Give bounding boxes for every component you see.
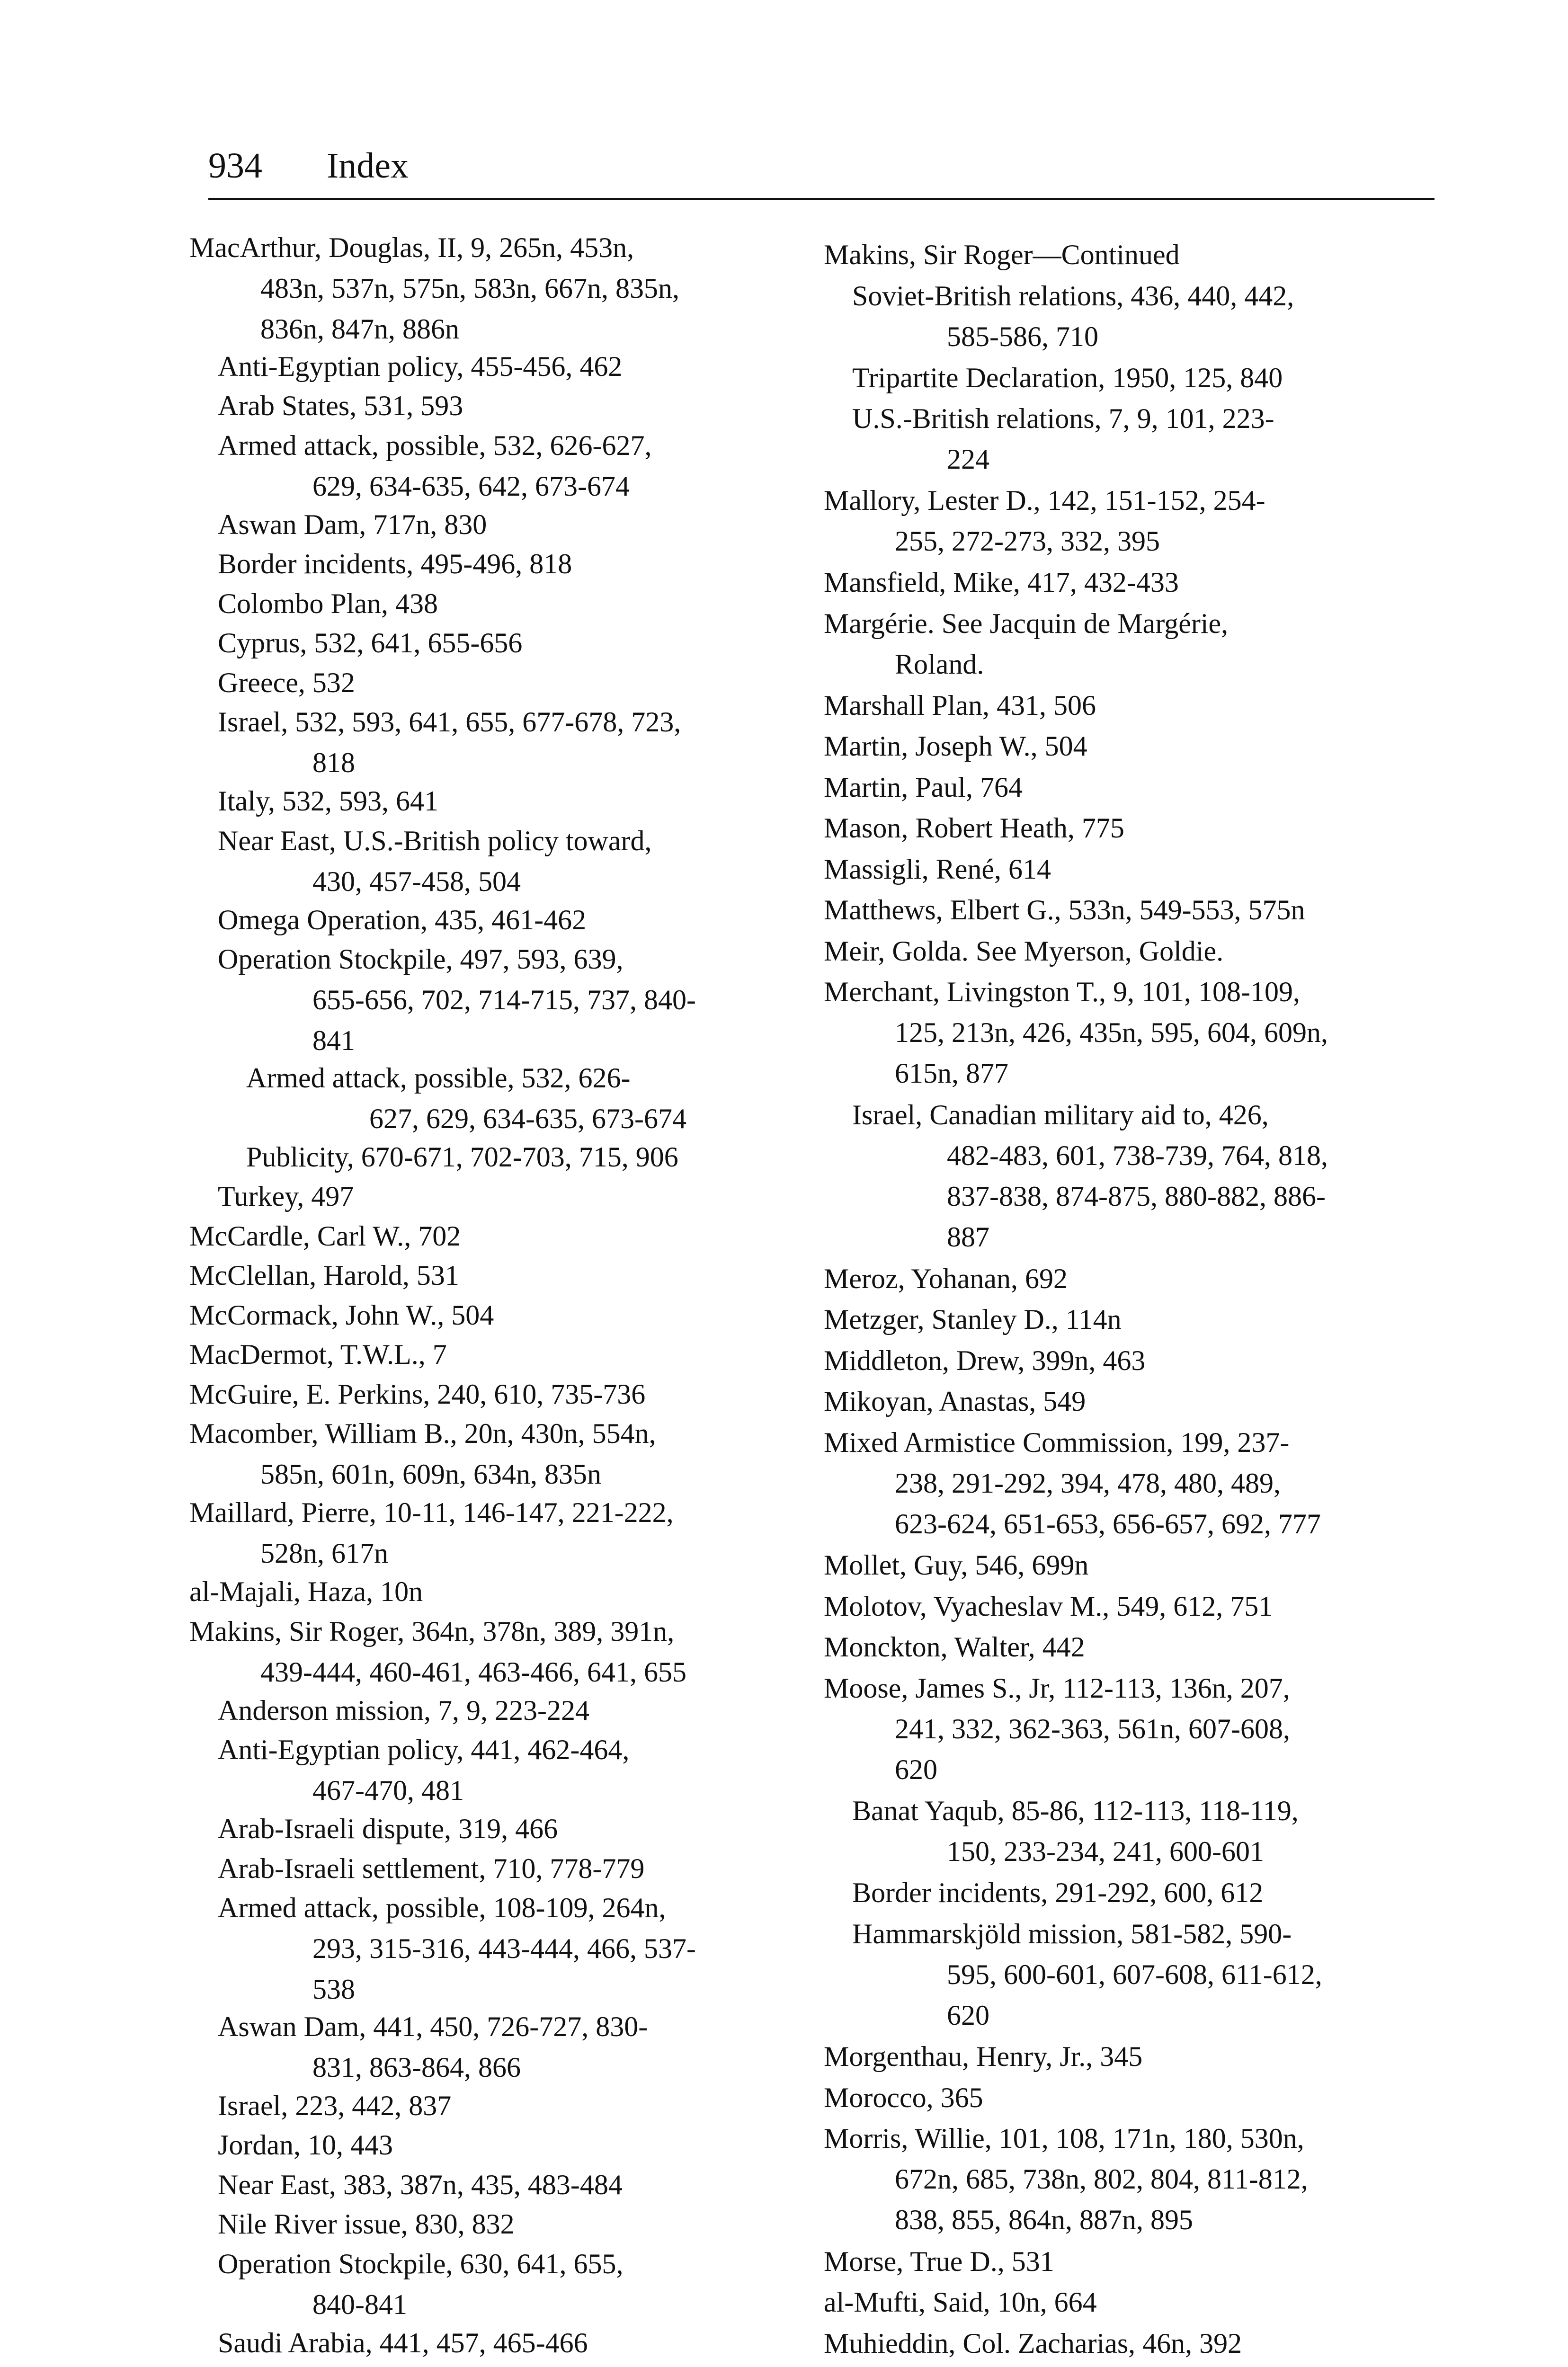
index-entry-line: Israel, 532, 593, 641, 655, 677-678, 723, [218, 706, 681, 738]
index-entry-line: al-Mufti, Said, 10n, 664 [824, 2287, 1097, 2318]
index-entry [824, 931, 1439, 971]
index-entry [189, 1255, 805, 1296]
index-entry-line: Molotov, Vyacheslav M., 549, 612, 751 [824, 1590, 1273, 1622]
index-entry [189, 1137, 862, 1177]
index-entry [189, 702, 833, 783]
index-entry [189, 1374, 805, 1415]
index-entry-line: Marshall Plan, 431, 506 [824, 689, 1096, 721]
index-entry-continuation: 224 [947, 444, 989, 475]
index-entry-line: McCormack, John W., 504 [189, 1299, 494, 1331]
index-entry-line: McClellan, Harold, 531 [189, 1260, 459, 1291]
index-entry [824, 2118, 1439, 2240]
index-entry [824, 1381, 1439, 1422]
index-entry-continuation: 293, 315-316, 443-444, 466, 537- [312, 1933, 696, 1964]
index-entry [189, 1887, 833, 2010]
index-entry-continuation: 629, 634-635, 642, 673-674 [312, 470, 630, 502]
index-entry-continuation: 528n, 617n [260, 1538, 388, 1569]
index-entry [189, 1334, 805, 1375]
index-entry [189, 1413, 805, 1495]
index-entry [189, 2125, 833, 2165]
index-entry-line: Anti-Egyptian policy, 441, 462-464, [218, 1734, 630, 1765]
index-entry [189, 504, 833, 545]
index-entry-line: MacDermot, T.W.L., 7 [189, 1339, 447, 1370]
index-entry-line: Armed attack, possible, 108-109, 264n, [218, 1892, 666, 1923]
index-entry [824, 1872, 1468, 1913]
index-entry [824, 1340, 1439, 1381]
index-entry [189, 1492, 805, 1574]
index-entry-line: Arab-Israeli settlement, 710, 778-779 [218, 1852, 645, 1884]
index-entry-line: Martin, Paul, 764 [824, 771, 1023, 803]
index-entry-line: Morris, Willie, 101, 108, 171n, 180, 530n, [824, 2123, 1304, 2154]
index-entry-line: Saudi Arabia, 441, 457, 465-466 [218, 2327, 588, 2358]
index-entry [189, 2323, 833, 2363]
index-entry [824, 2323, 1439, 2364]
index-entry-continuation: 627, 629, 634-635, 673-674 [369, 1103, 686, 1134]
index-entry [189, 662, 833, 703]
index-entry-line: Meir, Golda. See Myerson, Goldie. [824, 935, 1224, 967]
index-entry-continuation: 585-586, 710 [947, 320, 1098, 352]
index-entry [824, 2241, 1439, 2282]
index-entry-continuation: 238, 291-292, 394, 478, 480, 489, [895, 1467, 1281, 1499]
index-entry [824, 398, 1468, 480]
index-entry-line: Mason, Robert Heath, 775 [824, 812, 1124, 844]
index-entry-continuation: 620 [947, 1999, 989, 2031]
index-entry [189, 781, 833, 821]
index-entry-line: Makins, Sir Roger, 364n, 378n, 389, 391n, [189, 1615, 675, 1647]
index-entry-line: Merchant, Livingston T., 9, 101, 108-109, [824, 976, 1300, 1007]
index-entry [824, 1545, 1439, 1585]
index-entry-line: Mixed Armistice Commission, 199, 237- [824, 1426, 1290, 1458]
index-entry [189, 1216, 805, 1256]
index-entry-continuation: 887 [947, 1221, 989, 1253]
index-entry [189, 1808, 833, 1849]
index-entry-continuation: 672n, 685, 738n, 802, 804, 811-812, [895, 2163, 1308, 2195]
index-entry-line: Makins, Sir Roger—Continued [824, 239, 1180, 270]
index-entry-line: Jordan, 10, 443 [218, 2129, 393, 2161]
index-entry-line: Turkey, 497 [218, 1181, 354, 1212]
index-entry-line: McCardle, Carl W., 702 [189, 1220, 461, 1252]
index-entry [189, 2085, 833, 2126]
index-entry [189, 1295, 805, 1335]
index-entry-continuation: 836n, 847n, 886n [260, 313, 459, 345]
index-entry [824, 1627, 1439, 1667]
index-entry-line: Cyprus, 532, 641, 655-656 [218, 627, 523, 658]
index-entry-line: Morocco, 365 [824, 2082, 983, 2113]
index-entry [824, 234, 1439, 275]
index-entry-line: Massigli, René, 614 [824, 853, 1051, 885]
index-entry [824, 2077, 1439, 2118]
index-entry [189, 1058, 862, 1139]
index-entry-continuation: 818 [312, 747, 355, 778]
index-entry-line: Morgenthau, Henry, Jr., 345 [824, 2041, 1143, 2072]
index-entry [189, 425, 833, 507]
index-entry [824, 971, 1439, 1094]
index-entry-line: Macomber, William B., 20n, 430n, 554n, [189, 1418, 656, 1449]
index-entry-continuation: 430, 457-458, 504 [312, 865, 521, 897]
index-entry-continuation: 467-470, 481 [312, 1775, 464, 1806]
index-entry-continuation: 837-838, 874-875, 880-882, 886- [947, 1180, 1326, 1212]
index-entry [189, 385, 833, 426]
index-entry-line: Morse, True D., 531 [824, 2245, 1054, 2277]
index-entry-line: Operation Stockpile, 497, 593, 639, [218, 943, 624, 975]
index-entry-continuation: 595, 600-601, 607-608, 611-612, [947, 1958, 1322, 1990]
index-entry [189, 1176, 833, 1217]
index-entry-continuation: 538 [312, 1974, 355, 2005]
index-entry-continuation: 241, 332, 362-363, 561n, 607-608, [895, 1713, 1290, 1744]
index-entry [824, 890, 1439, 930]
index-entry [189, 583, 833, 624]
index-entry [824, 357, 1468, 398]
index-entry-line: Armed attack, possible, 532, 626-627, [218, 429, 652, 461]
index-entry [189, 2164, 833, 2205]
index-entry-line: Moose, James S., Jr, 112-113, 136n, 207, [824, 1672, 1290, 1704]
index-entry-line: Omega Operation, 435, 461-462 [218, 904, 587, 935]
index-entry-continuation: 483n, 537n, 575n, 583n, 667n, 835n, [260, 273, 679, 304]
index-entry-line: U.S.-British relations, 7, 9, 101, 223- [852, 403, 1274, 434]
index-entry-continuation: 439-444, 460-461, 463-466, 641, 655 [260, 1656, 686, 1688]
index-entry [824, 1586, 1439, 1627]
index-entry-continuation: 840-841 [312, 2288, 407, 2320]
index-entry-continuation: 623-624, 651-653, 656-657, 692, 777 [895, 1508, 1321, 1539]
index-entry-line: Maillard, Pierre, 10-11, 146-147, 221-222, [189, 1497, 674, 1528]
index-entry-line: Meroz, Yohanan, 692 [824, 1263, 1068, 1294]
index-entry-line: Muhieddin, Col. Zacharias, 46n, 392 [824, 2327, 1242, 2359]
index-entry [824, 1668, 1439, 1790]
index-entry-line: Mallory, Lester D., 142, 151-152, 254- [824, 485, 1265, 516]
index-entry-line: Matthews, Elbert G., 533n, 549-553, 575n [824, 894, 1305, 925]
index-entry [189, 227, 805, 349]
index-entry-line: Arab-Israeli dispute, 319, 466 [218, 1813, 558, 1844]
index-entry [824, 849, 1439, 890]
index-entry-line: Arab States, 531, 593 [218, 390, 463, 421]
index-entry-line: Border incidents, 495-496, 818 [218, 548, 572, 579]
index-entry-line: Middleton, Drew, 399n, 463 [824, 1344, 1146, 1376]
index-entry-line: Armed attack, possible, 532, 626- [246, 1062, 631, 1094]
index-entry [824, 603, 1439, 685]
index-entry-line: Aswan Dam, 717n, 830 [218, 508, 487, 540]
page-number: 934 [208, 146, 262, 186]
index-entry-continuation: 620 [895, 1753, 937, 1785]
index-entry [189, 346, 833, 387]
index-entry [824, 2282, 1439, 2323]
index-entry [189, 1848, 833, 1889]
index-entry-line: Mansfield, Mike, 417, 432-433 [824, 567, 1179, 598]
index-entry-line: Italy, 532, 593, 641 [218, 785, 439, 817]
index-entry-line: Border incidents, 291-292, 600, 612 [852, 1877, 1264, 1908]
index-entry [824, 1913, 1468, 2036]
index-entry [824, 1299, 1439, 1340]
index-entry-continuation: 615n, 877 [895, 1058, 1008, 1089]
index-entry [824, 767, 1439, 808]
index-entry-line: Banat Yaqub, 85-86, 112-113, 118-119, [852, 1795, 1299, 1826]
index-entry-line: al-Majali, Haza, 10n [189, 1576, 423, 1607]
index-entry-continuation: 125, 213n, 426, 435n, 595, 604, 609n, [895, 1017, 1328, 1048]
index-entry-line: Hammarskjöld mission, 581-582, 590- [852, 1918, 1292, 1949]
index-entry-line: Near East, 383, 387n, 435, 483-484 [218, 2169, 623, 2200]
index-entry-line: Tripartite Declaration, 1950, 125, 840 [852, 362, 1283, 393]
index-entry [824, 1258, 1439, 1299]
index-entry [189, 899, 833, 940]
index-entry-line: Martin, Joseph W., 504 [824, 730, 1087, 762]
index-entry-line: Anti-Egyptian policy, 455-456, 462 [218, 350, 623, 382]
index-entry-continuation: 655-656, 702, 714-715, 737, 840- [312, 984, 696, 1015]
index-entry [189, 543, 833, 584]
index-entry-line: Aswan Dam, 441, 450, 726-727, 830- [218, 2011, 648, 2042]
index-entry-line: Operation Stockpile, 630, 641, 655, [218, 2248, 624, 2279]
index-entry-line: Metzger, Stanley D., 114n [824, 1304, 1122, 1335]
index-entry [189, 1729, 833, 1811]
index-entry-line: Greece, 532 [218, 667, 355, 698]
index-entry [824, 1095, 1468, 1257]
index-entry [189, 2243, 833, 2325]
index-entry-continuation: 831, 863-864, 866 [312, 2051, 521, 2083]
index-entry [824, 2036, 1439, 2077]
running-head: Index [327, 146, 409, 186]
index-entry [824, 1790, 1468, 1872]
index-entry-line: Mollet, Guy, 546, 699n [824, 1549, 1089, 1581]
index-entry-line: MacArthur, Douglas, II, 9, 265n, 453n, [189, 232, 634, 263]
index-entry-line: Nile River issue, 830, 832 [218, 2208, 515, 2240]
page-header [208, 142, 1434, 200]
index-entry-line: Israel, 223, 442, 837 [218, 2090, 452, 2121]
index-entry-continuation: 255, 272-273, 332, 395 [895, 525, 1160, 557]
index-entry [189, 623, 833, 663]
index-entry-continuation: 841 [312, 1025, 355, 1056]
index-entry [824, 1422, 1439, 1544]
index-entry [189, 1571, 805, 1612]
index-entry [189, 939, 833, 1061]
index-entry-line: Publicity, 670-671, 702-703, 715, 906 [246, 1141, 678, 1173]
index-entry [824, 562, 1439, 603]
index-entry [824, 726, 1439, 766]
index-entry-line: Mikoyan, Anastas, 549 [824, 1386, 1086, 1417]
index-entry [824, 808, 1439, 848]
index-entry-continuation: 150, 233-234, 241, 600-601 [947, 1836, 1264, 1867]
index-entry-line: Margérie. See Jacquin de Margérie, [824, 607, 1229, 639]
index-entry-line: Colombo Plan, 438 [218, 587, 438, 619]
index-entry-line: Monckton, Walter, 442 [824, 1631, 1085, 1663]
index-entry [824, 276, 1468, 357]
index-entry [824, 480, 1439, 561]
index-entry-line: Israel, Canadian military aid to, 426, [852, 1099, 1269, 1130]
index-entry [189, 2006, 833, 2088]
index-entry [189, 1690, 833, 1731]
index-entry-continuation: 838, 855, 864n, 887n, 895 [895, 2204, 1193, 2235]
index-entry-line: Near East, U.S.-British policy toward, [218, 825, 652, 856]
index-entry [824, 685, 1439, 726]
index-entry-continuation: 482-483, 601, 738-739, 764, 818, [947, 1139, 1328, 1171]
index-entry [189, 1611, 805, 1692]
index-entry-line: Anderson mission, 7, 9, 223-224 [218, 1694, 589, 1726]
index-entry-line: Soviet-British relations, 436, 440, 442, [852, 280, 1294, 311]
index-entry-continuation: Roland. [895, 648, 984, 680]
index-entry [189, 2204, 833, 2244]
index-entry [189, 820, 833, 902]
index-entry-continuation: 585n, 601n, 609n, 634n, 835n [260, 1459, 601, 1490]
index-entry-line: McGuire, E. Perkins, 240, 610, 735-736 [189, 1378, 646, 1410]
